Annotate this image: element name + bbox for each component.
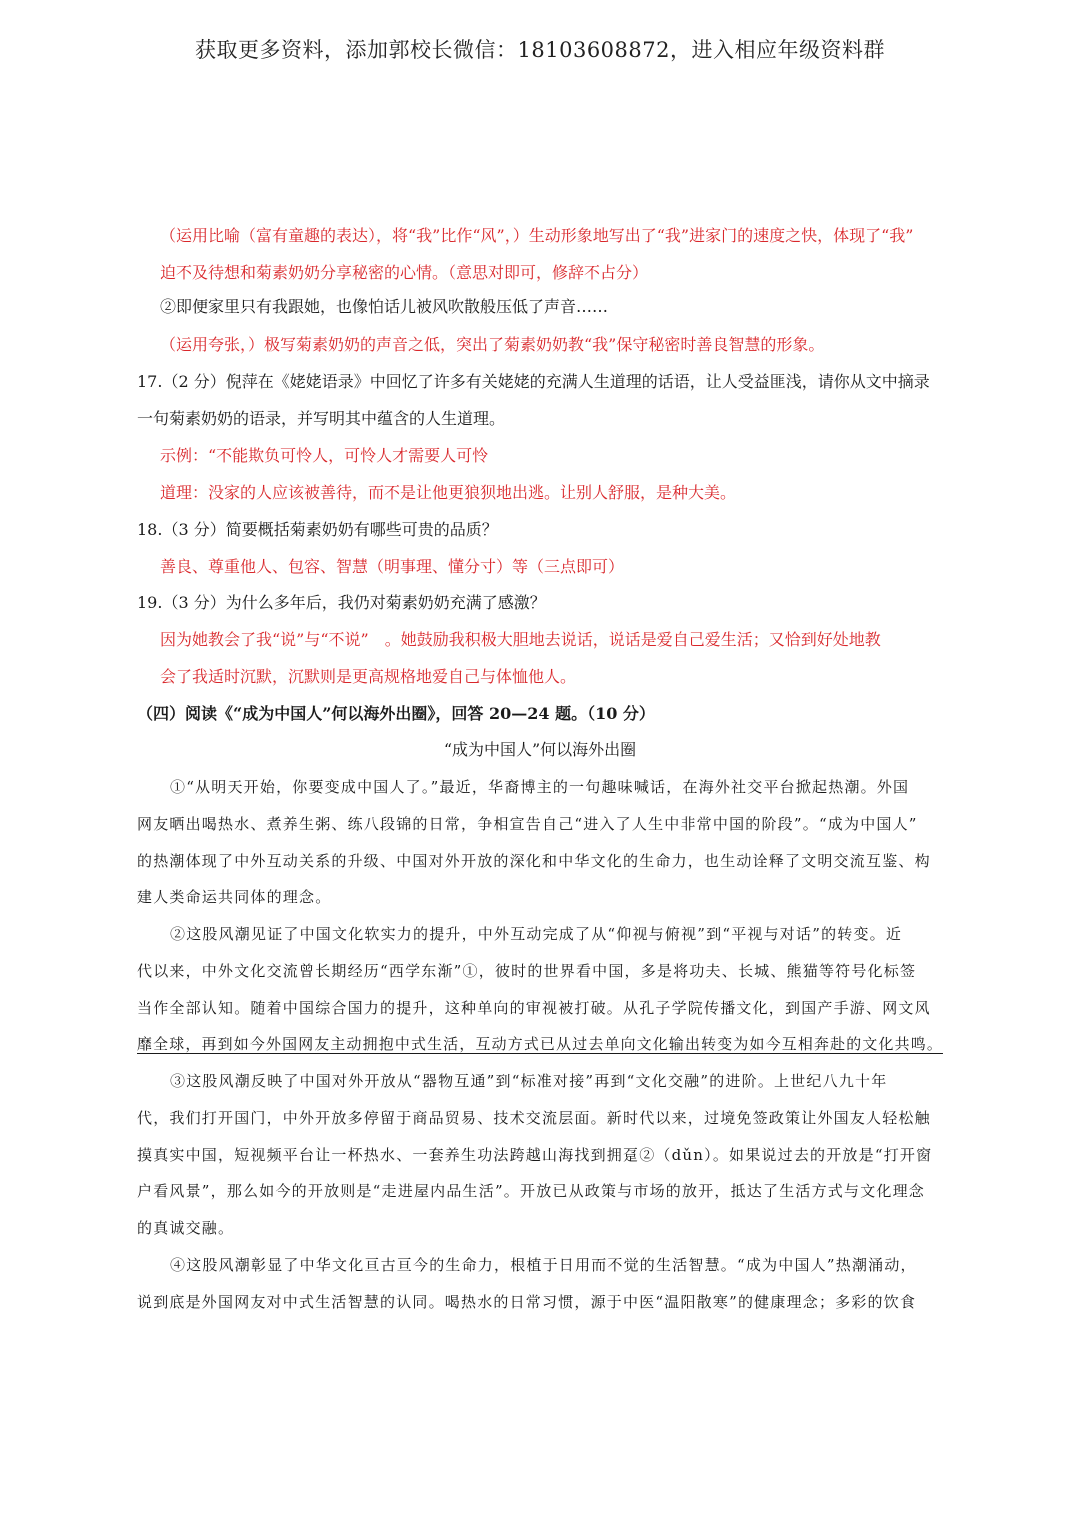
paragraph-3-line-3: 摸真实中国，短视频平台让一杯热水、一套养生功法跨越山海找到拥趸②（dǔn）。如果说过去的开放是“打开窗 [137,1146,933,1164]
paragraph-4-line-1: ④这股风潮彰显了中华文化亘古亘今的生命力，根植于日用而不觉的生活智慧。“成为中国人”热潮涌动， [170,1256,917,1274]
paragraph-3-line-2: 代，我们打开国门，中外开放多停留于商品贸易、技术交流层面。新时代以来，过境免签政策让外国友人轻松触 [137,1109,931,1127]
question-17-line-1: 17.（2 分）倪萍在《姥姥语录》中回忆了许多有关姥姥的充满人生道理的话语，让人受益匪浅，请你从文中摘录 [137,372,930,391]
answer-17-example: 示例：“不能欺负可怜人，可怜人才需要人可怜 [160,446,489,465]
paragraph-1-line-1: ①“从明天开始，你要变成中国人了。”最近，华裔博主的一句趣味喊话，在海外社交平台掀起热潮。外国 [170,778,910,796]
question-18: 18.（3 分）简要概括菊素奶奶有哪些可贵的品质？ [137,520,498,539]
paragraph-3-line-1: ③这股风潮反映了中国对外开放从“器物互通”到“标准对接”再到“文化交融”的进阶。上世纪八九十年 [170,1072,888,1090]
answer-17-reason: 道理：没家的人应该被善待，而不是让他更狼狈地出逃。让别人舒服，是种大美。 [160,483,737,502]
paragraph-1-line-2: 网友晒出喝热水、煮养生粥、练八段锦的日常，争相宣告自己“进入了人生中非常中国的阶段”。“成为中国人” [137,815,918,833]
answer-18: 善良、尊重他人、包容、智慧（明事理、懂分寸）等（三点即可） [160,557,625,576]
paragraph-2-line-1: ②这股风潮见证了中国文化软实力的提升，中外互动完成了从“仰视与俯视”到“平视与对话”的转变。近 [170,925,903,943]
paragraph-1-line-4: 建人类命运共同体的理念。 [137,888,332,906]
question-16-2: ②即便家里只有我跟她，也像怕话儿被风吹散般压低了声音…… [160,297,609,316]
question-19: 19.（3 分）为什么多年后，我仍对菊素奶奶充满了感激？ [137,593,546,612]
answer-19-line-2: 会了我适时沉默，沉默则是更高规格地爱自己与体恤他人。 [160,667,577,686]
paragraph-2-line-2: 代以来，中外文化交流曾长期经历“西学东渐”①，彼时的世界看中国，多是将功夫、长城、熊猫等符号化标签 [137,962,917,980]
paragraph-4-line-2: 说到底是外国网友对中式生活智慧的认同。喝热水的日常习惯，源于中医“温阳散寒”的健康理念；多彩的饮食 [137,1293,917,1311]
paragraph-2-line-4: 靡全球，再到如今外国网友主动拥抱中式生活，互动方式已从过去单向文化输出转变为如今互相奔赴的文化共鸣。 [137,1035,943,1053]
paragraph-3-line-5: 的真诚交融。 [137,1219,235,1237]
article-title: “成为中国人”何以海外出圈 [443,740,637,759]
answer-16-1-line-2: 迫不及待想和菊素奶奶分享秘密的心情。（意思对即可，修辞不占分） [160,263,649,282]
answer-16-2: （运用夸张，）极写菊素奶奶的声音之低，突出了菊素奶奶教“我”保守秘密时善良智慧的形象。 [160,335,825,354]
header-banner: 获取更多资料，添加郭校长微信：18103608872，进入相应年级资料群 [195,38,885,62]
paragraph-2-line-3: 当作全部认知。随着中国综合国力的提升，这种单向的审视被打破。从孔子学院传播文化，到国产手游、网文风 [137,999,931,1017]
section-4-heading: （四）阅读《“成为中国人”何以海外出圈》，回答 20—24 题。（10 分） [137,704,655,723]
paragraph-1-line-3: 的热潮体现了中外互动关系的升级、中国对外开放的深化和中华文化的生命力，也生动诠释了文明交流互鉴、构 [137,852,931,870]
paragraph-3-line-4: 户看风景”，那么如今的开放则是“走进屋内品生活”。开放已从政策与市场的放开，抵达了生活方式与文化理念 [137,1182,926,1200]
answer-16-1-line-1: （运用比喻（富有童趣的表达），将“我”比作“风”，）生动形象地写出了“我”进家门的速度之快，体现了“我” [160,226,914,245]
question-17-line-2: 一句菊素奶奶的语录，并写明其中蕴含的人生道理。 [137,409,506,428]
answer-19-line-1: 因为她教会了我“说”与“不说” 。她鼓励我积极大胆地去说话，说话是爱自己爱生活；又恰到好处地教 [160,630,881,649]
